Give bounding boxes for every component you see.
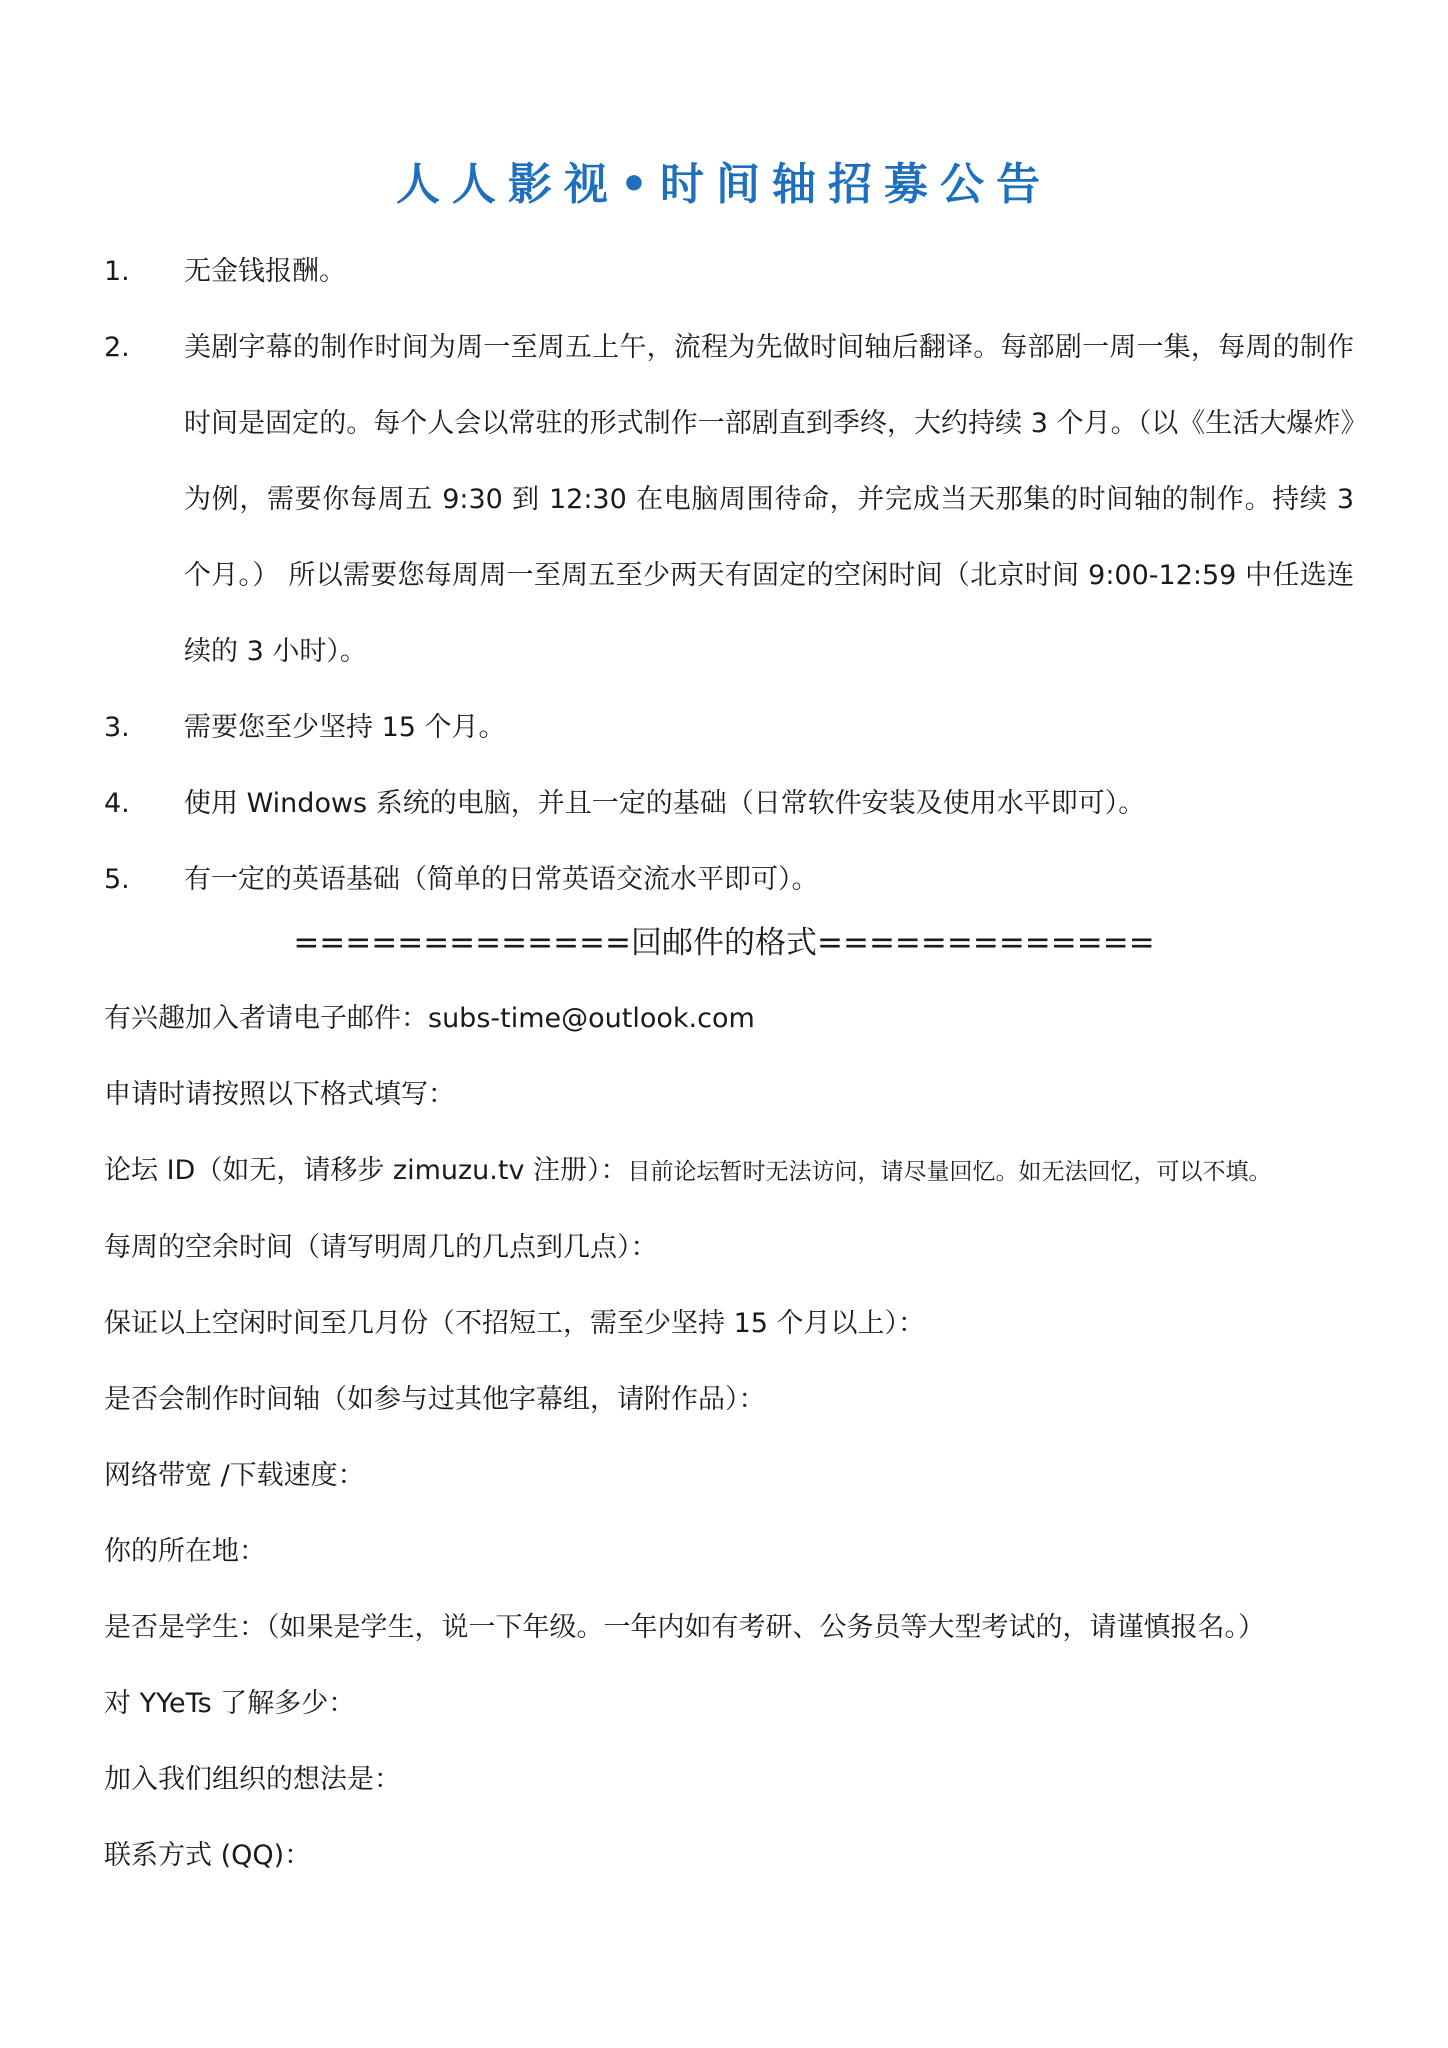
list-item-number: 5.: [104, 864, 130, 895]
list-item-text: 需要您至少坚持 15 个月。: [184, 712, 506, 743]
list-item: [104, 766, 1354, 842]
email-line: 有兴趣加入者请电子邮件：subs-time@outlook.com: [104, 1003, 755, 1034]
contact-field: 联系方式 (QQ)：: [104, 1840, 312, 1871]
list-item-number: 1.: [104, 256, 130, 287]
free-time-field: 每周的空余时间（请写明周几的几点到几点）：: [104, 1232, 658, 1263]
list-item: [104, 690, 1354, 766]
list-item-number: 4.: [104, 788, 130, 819]
format-intro: 申请时请按照以下格式填写：: [104, 1079, 455, 1110]
list-item-number: 3.: [104, 712, 130, 743]
location-field: 你的所在地：: [104, 1536, 266, 1567]
yyets-field: 对 YYeTs 了解多少：: [104, 1688, 356, 1719]
list-item-text: 有一定的英语基础（简单的日常英语交流水平即可）。: [184, 864, 819, 895]
list-item-text: 使用 Windows 系统的电脑，并且一定的基础（日常软件安装及使用水平即可）。: [184, 788, 1146, 819]
list-item: [104, 234, 1354, 310]
email-format-separator: =============回邮件的格式=============: [293, 925, 1155, 961]
guarantee-field: 保证以上空闲时间至几月份（不招短工，需至少坚持 15 个月以上）：: [104, 1308, 926, 1339]
timeline-skill-field: 是否会制作时间轴（如参与过其他字幕组，请附作品）：: [104, 1384, 766, 1415]
forum-id-label: 论坛 ID（如无，请移步 zimuzu.tv 注册）：: [104, 1155, 628, 1186]
requirements-list: [104, 234, 1354, 918]
list-item-text: 美剧字幕的制作时间为周一至周五上午，流程为先做时间轴后翻译。每部剧一周一集，每周的制作时间是固定的。每个人会以常驻的形式制作一部剧直到季终，大约持续 3 个月。（以《生活大爆炸》为例，需要你每周五 9:30 到 12:30 在电脑周围待命，并完成当天那集的时间轴的制作。持续 3 个月。） 所以需要您每周周一至周五至少两天有固定的空闲时间（北京时间 9:00-12:59 中任选连续的 3 小时）。: [184, 332, 1354, 667]
list-item-text: 无金钱报酬。: [184, 256, 346, 287]
bandwidth-field: 网络带宽 /下载速度：: [104, 1460, 365, 1491]
application-format: [104, 981, 1374, 1894]
motivation-field: 加入我们组织的想法是：: [104, 1764, 401, 1795]
list-item-number: 2.: [104, 332, 130, 363]
student-field: 是否是学生：（如果是学生，说一下年级。一年内如有考研、公务员等大型考试的，请谨慎报名。）: [104, 1612, 1265, 1643]
forum-id-field: [104, 1133, 1374, 1210]
list-item: [104, 310, 1354, 690]
forum-id-note: 目前论坛暂时无法访问，请尽量回忆。如无法回忆，可以不填。: [627, 1159, 1272, 1185]
page-title: 人人影视•时间轴招募公告: [395, 159, 1053, 210]
